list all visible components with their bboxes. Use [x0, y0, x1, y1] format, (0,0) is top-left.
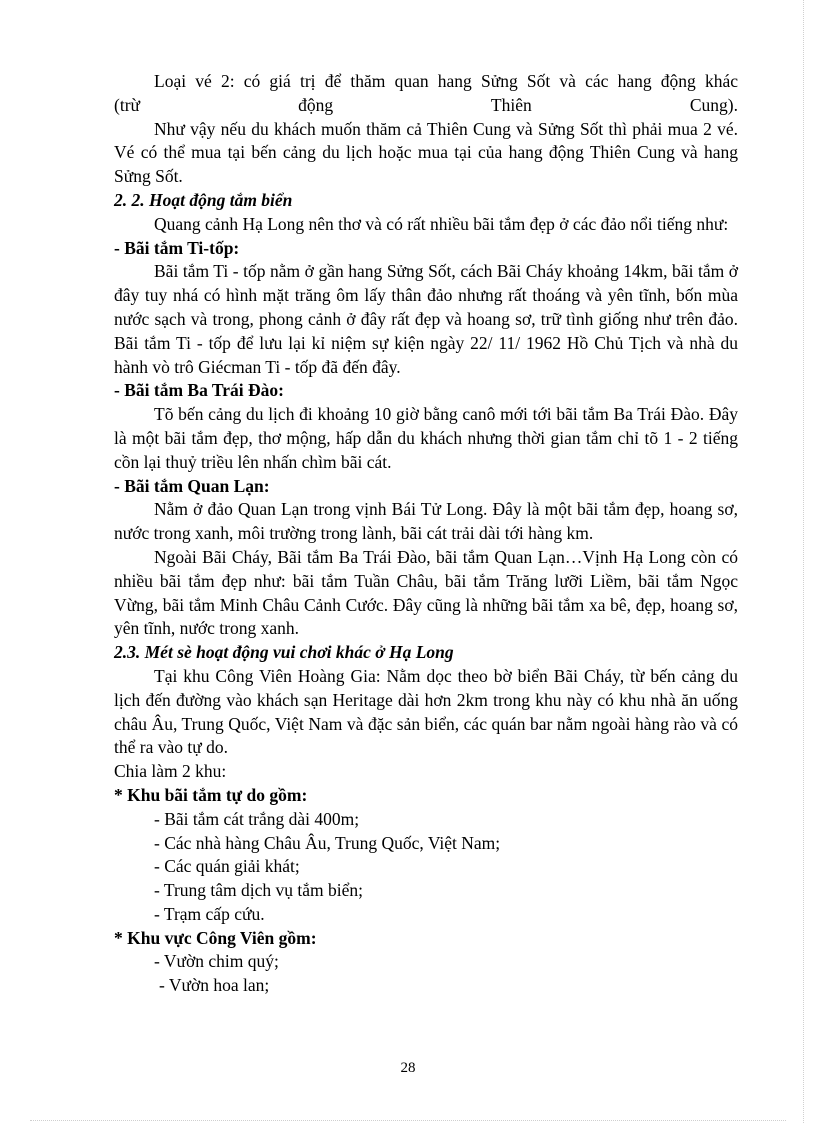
- list-item: - Trung tâm dịch vụ tắm biển;: [154, 880, 364, 901]
- subheading-free-beach-zone: * Khu bãi tắm tự do gồm:: [114, 784, 308, 805]
- paragraph-ticket-purchase: Như vậy nếu du khách muốn thăm cả Thiên Cung và Sửng Sốt thì phải mua 2 vé. Vé có thể mua tại bến cảng du lịch hoặc mua tại của hang động Thiên Cung và hang Sửng Sốt.: [114, 118, 738, 187]
- section-heading-beach: 2. 2. Hoạt động tắm biển: [114, 189, 293, 210]
- page-right-border: [803, 0, 804, 1123]
- subheading-titop: - Bãi tắm Ti-tốp:: [114, 237, 240, 258]
- paragraph-two-zones: Chia làm 2 khu:: [114, 761, 227, 782]
- subheading-quan-lan: - Bãi tắm Quan Lạn:: [114, 475, 270, 496]
- page-number: 28: [400, 1060, 416, 1076]
- document-page: [114, 70, 738, 998]
- paragraph-quan-lan: Nằm ở đảo Quan Lạn trong vịnh Bái Tử Long. Đây là một bãi tắm đẹp, hoang sơ, nước trong xanh, môi trường trong lành, bãi cát trải dài tới hàng km.: [114, 499, 738, 544]
- paragraph-ba-trai-dao: Tõ bến cảng du lịch đi khoảng 10 giờ bằng canô mới tới bãi tắm Ba Trái Đào. Đây là một bãi tắm đẹp, thơ mộng, hấp dẫn du khách nhưng thời gian tắm chỉ tõ 1 - 2 tiếng cồn lại thuỷ triều lên nhấn chìm bãi cát.: [114, 404, 738, 472]
- subheading-park-zone: * Khu vực Công Viên gồm:: [114, 927, 317, 948]
- ticket-type-2-exception: (trừ động Thiên Cung).: [114, 94, 738, 115]
- subheading-ba-trai-dao: - Bãi tắm Ba Trái Đào:: [114, 380, 284, 401]
- list-item: - Vườn chim quý;: [154, 951, 279, 972]
- paragraph-beach-intro: Quang cảnh Hạ Long nên thơ và có rất nhiều bãi tắm đẹp ở các đảo nổi tiếng như:: [154, 213, 729, 234]
- paragraph-other-beaches: Ngoài Bãi Cháy, Bãi tắm Ba Trái Đào, bãi tắm Quan Lạn…Vịnh Hạ Long còn có nhiều bãi tắm đẹp như: bãi tắm Tuần Châu, bãi tắm Trăng lưỡi Liềm, bãi tắm Ngọc Vừng, bãi tắm Minh Châu Cảnh Cước. Đây cũng là những bãi tắm xa bê, đẹp, hoang sơ, yên tĩnh, nước trong xanh.: [114, 546, 738, 639]
- section-heading-activities: 2.3. Mét sè hoạt động vui chơi khác ở Hạ Long: [114, 642, 454, 663]
- page-bottom-border: [30, 1120, 786, 1121]
- paragraph-titop: Bãi tắm Ti - tốp nằm ở gần hang Sửng Sốt, cách Bãi Cháy khoảng 14km, bãi tắm ở đây tuy nhá có hình mặt trăng ôm lấy thân đảo nhưng rất thoáng và yên tĩnh, bốn mùa nước sạch và trong, phong cảnh ở đây rất đẹp và hoang sơ, trữ tình giống như trên đảo. Bãi tắm Ti - tốp để lưu lại kỉ niệm sự kiện ngày 22/ 11/ 1962 Hồ Chủ Tịch và nhà du hành vò trô Giécman Ti - tốp đã đến đây.: [114, 261, 738, 377]
- ticket-type-2-line: Loại vé 2: có giá trị để thăm quan hang Sửng Sốt và các hang động khác: [154, 71, 738, 91]
- list-item: - Các nhà hàng Châu Âu, Trung Quốc, Việt Nam;: [154, 832, 501, 853]
- paragraph-royal-park: Tại khu Công Viên Hoàng Gia: Nằm dọc theo bờ biển Bãi Cháy, từ bến cảng du lịch đến đường vào khách sạn Heritage dài hơn 2km trong khu này có khu nhà ăn uống châu Âu, Trung Quốc, Việt Nam và đặc sản biển, các quán bar nằm ngoài hàng rào và có thể ra vào tự do.: [114, 665, 738, 758]
- list-item: - Bãi tắm cát trắng dài 400m;: [154, 808, 360, 829]
- list-item: - Vườn hoa lan;: [159, 975, 270, 996]
- list-item: - Các quán giải khát;: [154, 856, 300, 877]
- list-item: - Trạm cấp cứu.: [154, 903, 265, 924]
